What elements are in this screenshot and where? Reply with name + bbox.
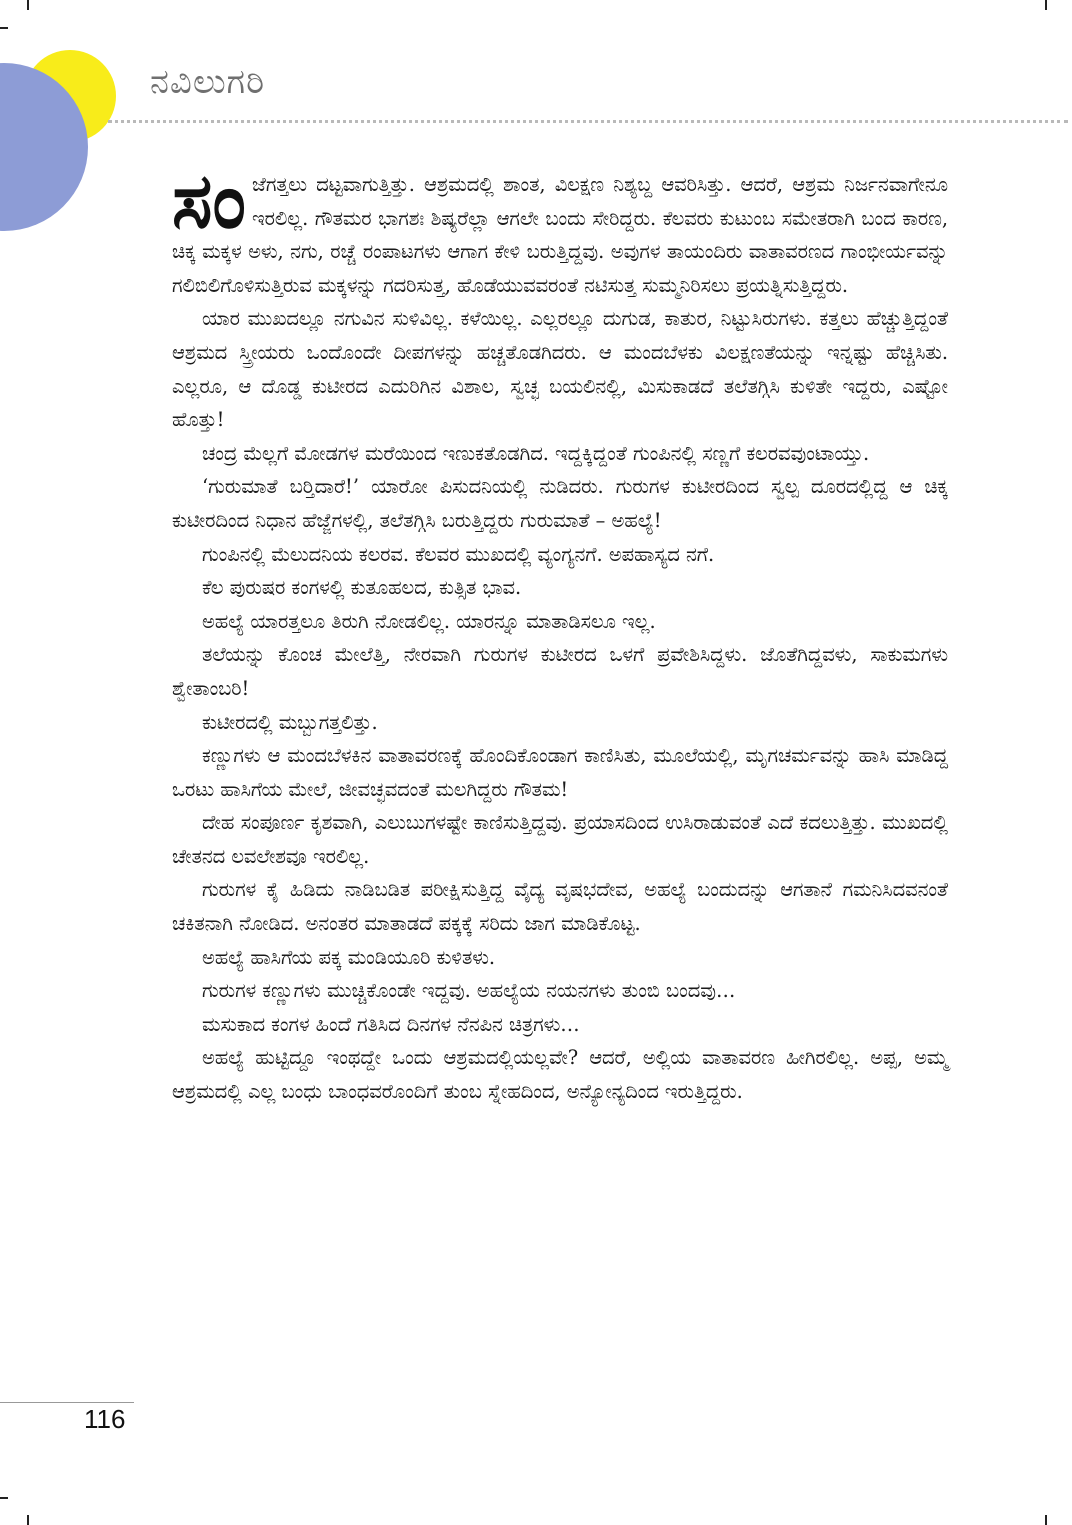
crop-mark-top-left (27, 0, 29, 10)
paragraph: ಅಹಲ್ಯೆ ಹಾಸಿಗೆಯ ಪಕ್ಕ ಮಂಡಿಯೂರಿ ಕುಳಿತಳು. (202, 945, 496, 969)
crop-mark-bottom-right (1045, 1515, 1047, 1525)
header-dotted-rule (108, 120, 1068, 123)
paragraph (172, 156, 948, 302)
crop-mark-top-right (1045, 0, 1047, 10)
paragraph: ಅಹಲ್ಯೆ ಯಾರತ್ತಲೂ ತಿರುಗಿ ನೋಡಲಿಲ್ಲ. ಯಾರನ್ನೂ ಮಾತಾಡಿಸಲೂ ಇಲ್ಲ. (202, 609, 656, 633)
paragraph: ಗುರುಗಳ ಕಣ್ಣುಗಳು ಮುಚ್ಚಿಕೊಂಡೇ ಇದ್ದವು. ಅಹಲ್ಯೆಯ ನಯನಗಳು ತುಂಬಿ ಬಂದವು… (202, 979, 736, 1003)
paragraph: ದೇಹ ಸಂಪೂರ್ಣ ಕೃಶವಾಗಿ, ಎಲುಬುಗಳಷ್ಟೇ ಕಾಣಿಸುತ್ತಿದ್ದವು. ಪ್ರಯಾಸದಿಂದ ಉಸಿರಾಡುವಂತೆ ಎದೆ ಕದಲುತ್ತಿತ್ತು. ಮುಖದಲ್ಲಿ ಚೇತನದ ಲವಲೇಶವೂ ಇರಲಿಲ್ಲ. (172, 811, 948, 868)
article-body (172, 156, 948, 1109)
paragraph: ಅಹಲ್ಯೆ ಹುಟ್ಟಿದ್ದೂ ಇಂಥದ್ದೇ ಒಂದು ಆಶ್ರಮದಲ್ಲಿಯಲ್ಲವೇ? ಆದರೆ, ಅಲ್ಲಿಯ ವಾತಾವರಣ ಹೀಗಿರಲಿಲ್ಲ. ಅಪ್ಪ, ಅಮ್ಮ ಆಶ್ರಮದಲ್ಲಿ ಎಲ್ಲ ಬಂಧು ಬಾಂಧವರೊಂದಿಗೆ ತುಂಬ ಸ್ನೇಹದಿಂದ, ಅನ್ಯೋನ್ಯದಿಂದ ಇರುತ್ತಿದ್ದರು. (172, 1046, 948, 1104)
paragraph: ಚಂದ್ರ ಮೆಲ್ಲಗೆ ಮೋಡಗಳ ಮರೆಯಿಂದ ಇಣುಕತೊಡಗಿದ. ಇದ್ದಕ್ಕಿದ್ದಂತೆ ಗುಂಪಿನಲ್ಲಿ ಸಣ್ಣಗೆ ಕಲರವವುಂಟಾಯ್ತು. (202, 441, 870, 465)
paragraph: ಗುಂಪಿನಲ್ಲಿ ಮೆಲುದನಿಯ ಕಲರವ. ಕೆಲವರ ಮುಖದಲ್ಲಿ ವ್ಯಂಗ್ಯನಗೆ. ಅಪಹಾಸ್ಯದ ನಗೆ. (202, 542, 715, 566)
crop-mark-left-upper (0, 27, 8, 29)
paragraph: ‘ಗುರುಮಾತೆ ಬರ್‍ತಿದಾರೆ!’ ಯಾರೋ ಪಿಸುದನಿಯಲ್ಲಿ ನುಡಿದರು. ಗುರುಗಳ ಕುಟೀರದಿಂದ ಸ್ವಲ್ಪ ದೂರದಲ್ಲಿದ್ದ ಆ ಚಿಕ್ಕ ಕುಟೀರದಿಂದ ನಿಧಾನ ಹೆಜ್ಜೆಗಳಲ್ಲಿ, ತಲೆತಗ್ಗಿಸಿ ಬರುತ್ತಿದ್ದರು ಗುರುಮಾತೆ – ಅಹಲ್ಯೆ! (172, 475, 948, 532)
paragraph: ಕುಟೀರದಲ್ಲಿ ಮಬ್ಬುಗತ್ತಲಿತ್ತು. (202, 710, 378, 734)
paragraph: ಕಣ್ಣುಗಳು ಆ ಮಂದಬೆಳಕಿನ ವಾತಾವರಣಕ್ಕೆ ಹೊಂದಿಕೊಂಡಾಗ ಕಾಣಿಸಿತು, ಮೂಲೆಯಲ್ಲಿ, ಮೃಗಚರ್ಮವನ್ನು ಹಾಸಿ ಮಾಡಿದ್ದ ಒರಟು ಹಾಸಿಗೆಯ ಮೇಲೆ, ಜೀವಚ್ಛವದಂತೆ ಮಲಗಿದ್ದರು ಗೌತಮ! (172, 744, 948, 801)
footer-rule (0, 1402, 134, 1403)
paragraph: ಯಾರ ಮುಖದಲ್ಲೂ ನಗುವಿನ ಸುಳಿವಿಲ್ಲ. ಕಳೆಯಿಲ್ಲ. ಎಲ್ಲರಲ್ಲೂ ದುಗುಡ, ಕಾತುರ, ನಿಟ್ಟುಸಿರುಗಳು. ಕತ್ತಲು ಹೆಚ್ಚುತ್ತಿದ್ದಂತೆ ಆಶ್ರಮದ ಸ್ತ್ರೀಯರು ಒಂದೊಂದೇ ದೀಪಗಳನ್ನು ಹಚ್ಚತೊಡಗಿದರು. ಆ ಮಂದಬೆಳಕು ವಿಲಕ್ಷಣತೆಯನ್ನು ಇನ್ನಷ್ಟು ಹೆಚ್ಚಿಸಿತು. ಎಲ್ಲರೂ, ಆ ದೊಡ್ಡ ಕುಟೀರದ ಎದುರಿಗಿನ ವಿಶಾಲ, ಸ್ವಚ್ಛ ಬಯಲಿನಲ್ಲಿ, ಮಿಸುಕಾಡದೆ ತಲೆತಗ್ಗಿಸಿ ಕುಳಿತೇ ಇದ್ದರು, ಎಷ್ಟೋ ಹೊತ್ತು! (172, 307, 948, 432)
page-number: 116 (84, 1404, 126, 1434)
paragraph-text: ಜೆಗತ್ತಲು ದಟ್ಟವಾಗುತ್ತಿತ್ತು. ಆಶ್ರಮದಲ್ಲಿ ಶಾಂತ, ವಿಲಕ್ಷಣ ನಿಶ್ಯಬ್ದ ಆವರಿಸಿತ್ತು. ಆದರೆ, ಆಶ್ರಮ ನಿರ್ಜನವಾಗೇನೂ ಇರಲಿಲ್ಲ. ಗೌತಮರ ಭಾಗಶಃ ಶಿಷ್ಯರೆಲ್ಲಾ ಆಗಲೇ ಬಂದು ಸೇರಿದ್ದರು. ಕೆಲವರು ಕುಟುಂಬ ಸಮೇತರಾಗಿ ಬಂದ ಕಾರಣ, ಚಿಕ್ಕ ಮಕ್ಕಳ ಅಳು, ನಗು, ರಚ್ಚೆ ರಂಪಾಟಗಳು ಆಗಾಗ ಕೇಳಿ ಬರುತ್ತಿದ್ದವು. ಅವುಗಳ ತಾಯಂದಿರು ವಾತಾವರಣದ ಗಾಂಭೀರ್ಯವನ್ನು ಗಲಿಬಿಲಿಗೊಳಿಸುತ್ತಿರುವ ಮಕ್ಕಳನ್ನು ಗದರಿಸುತ್ತ, ಹೊಡೆಯುವವರಂತೆ ನಟಿಸುತ್ತ ಸುಮ್ಮನಿರಿಸಲು ಪ್ರಯತ್ನಿಸುತ್ತಿದ್ದರು. (172, 173, 948, 297)
paragraph: ಕೆಲ ಪುರುಷರ ಕಂಗಳಲ್ಲಿ ಕುತೂಹಲದ, ಕುತ್ಸಿತ ಭಾವ. (202, 576, 522, 600)
crop-mark-bottom-left (27, 1515, 29, 1525)
paragraph: ತಲೆಯನ್ನು ಕೊಂಚ ಮೇಲೆತ್ತಿ, ನೇರವಾಗಿ ಗುರುಗಳ ಕುಟೀರದ ಒಳಗೆ ಪ್ರವೇಶಿಸಿದ್ದಳು. ಜೊತೆಗಿದ್ದವಳು, ಸಾಕುಮಗಳು ಶ್ವೇತಾಂಬರಿ! (172, 643, 948, 700)
drop-cap: ಸಂ (172, 156, 247, 245)
paragraph: ಮಸುಕಾದ ಕಂಗಳ ಹಿಂದೆ ಗತಿಸಿದ ದಿನಗಳ ನೆನಪಿನ ಚಿತ್ರಗಳು… (202, 1012, 580, 1036)
running-header-title: ನವಿಲುಗರಿ (150, 62, 266, 102)
crop-mark-left-lower (0, 1497, 8, 1499)
paragraph: ಗುರುಗಳ ಕೈ ಹಿಡಿದು ನಾಡಿಬಡಿತ ಪರೀಕ್ಷಿಸುತ್ತಿದ್ದ ವೈದ್ಯ ವೃಷಭದೇವ, ಅಹಲ್ಯೆ ಬಂದುದನ್ನು ಆಗತಾನೆ ಗಮನಿಸಿದವನಂತೆ ಚಕಿತನಾಗಿ ನೋಡಿದ. ಅನಂತರ ಮಾತಾಡದೆ ಪಕ್ಕಕ್ಕೆ ಸರಿದು ಜಾಗ ಮಾಡಿಕೊಟ್ಟ. (172, 878, 948, 936)
